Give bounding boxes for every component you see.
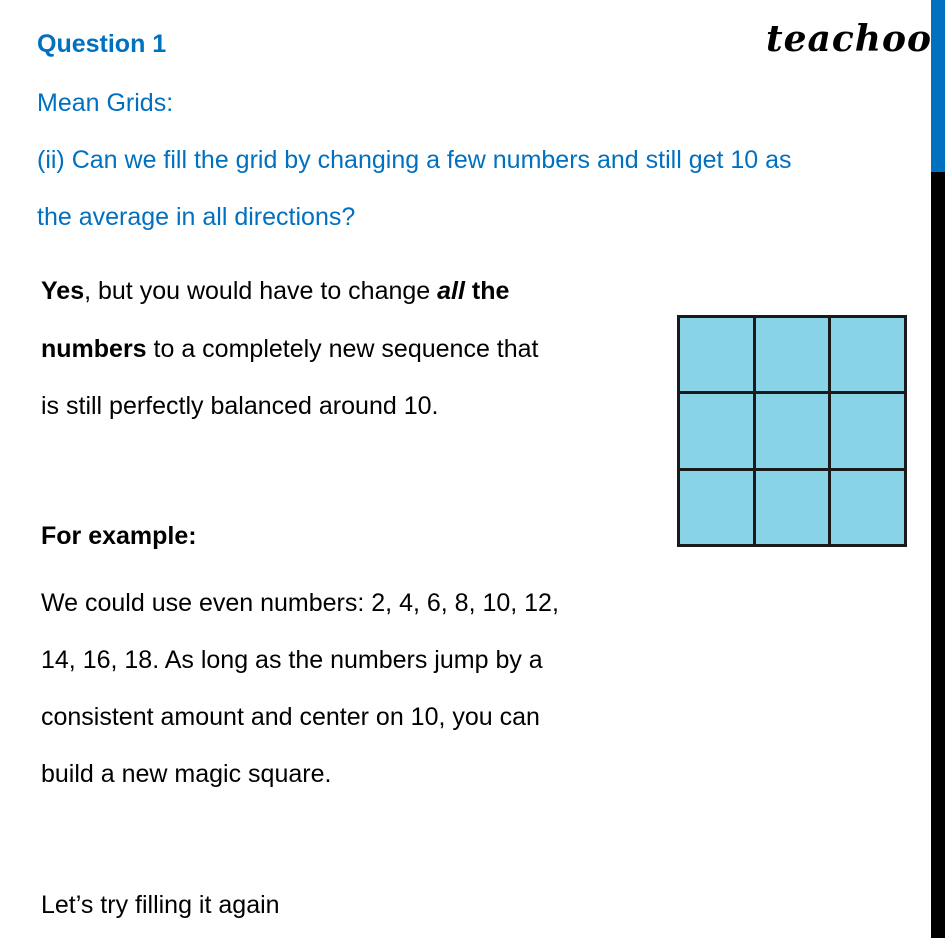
example-line-2: 14, 16, 18. As long as the numbers jump by a bbox=[41, 646, 543, 674]
grid-cell bbox=[756, 471, 829, 544]
example-heading: For example: bbox=[41, 522, 197, 550]
closing-line: Let’s try filling it again bbox=[41, 891, 280, 919]
question-title: Question 1 bbox=[37, 30, 167, 58]
side-bar-accent-blue bbox=[931, 0, 945, 172]
example-line-3: consistent amount and center on 10, you can bbox=[41, 703, 540, 731]
mean-grid-3x3 bbox=[677, 315, 907, 547]
grid-cell bbox=[680, 394, 753, 467]
grid-cell bbox=[680, 471, 753, 544]
grid-cell bbox=[831, 394, 904, 467]
grid-cell bbox=[831, 318, 904, 391]
answer-yes: Yes bbox=[41, 277, 85, 305]
answer-numbers: numbers bbox=[41, 335, 147, 363]
answer-line-3: is still perfectly balanced around 10. bbox=[41, 392, 439, 420]
answer-all-emphasis: all bbox=[437, 277, 465, 305]
example-line-4: build a new magic square. bbox=[41, 760, 332, 788]
answer-line-1 bbox=[41, 277, 509, 306]
question-topic: Mean Grids: bbox=[37, 89, 174, 117]
grid-cell bbox=[680, 318, 753, 391]
answer-the: the bbox=[464, 277, 510, 305]
grid-cell bbox=[756, 394, 829, 467]
grid-cell bbox=[756, 318, 829, 391]
grid-cell bbox=[831, 471, 904, 544]
side-bar-accent-black bbox=[931, 172, 945, 938]
answer-text: , but you would have to change bbox=[84, 277, 438, 305]
question-prompt-line-1: (ii) Can we fill the grid by changing a few numbers and still get 10 as bbox=[37, 146, 792, 174]
teachoo-logo: teachoo bbox=[766, 18, 932, 60]
answer-line-2 bbox=[41, 335, 539, 364]
answer-text: to a completely new sequence that bbox=[146, 335, 539, 363]
question-prompt-line-2: the average in all directions? bbox=[37, 203, 356, 231]
example-line-1: We could use even numbers: 2, 4, 6, 8, 10, 12, bbox=[41, 589, 559, 617]
